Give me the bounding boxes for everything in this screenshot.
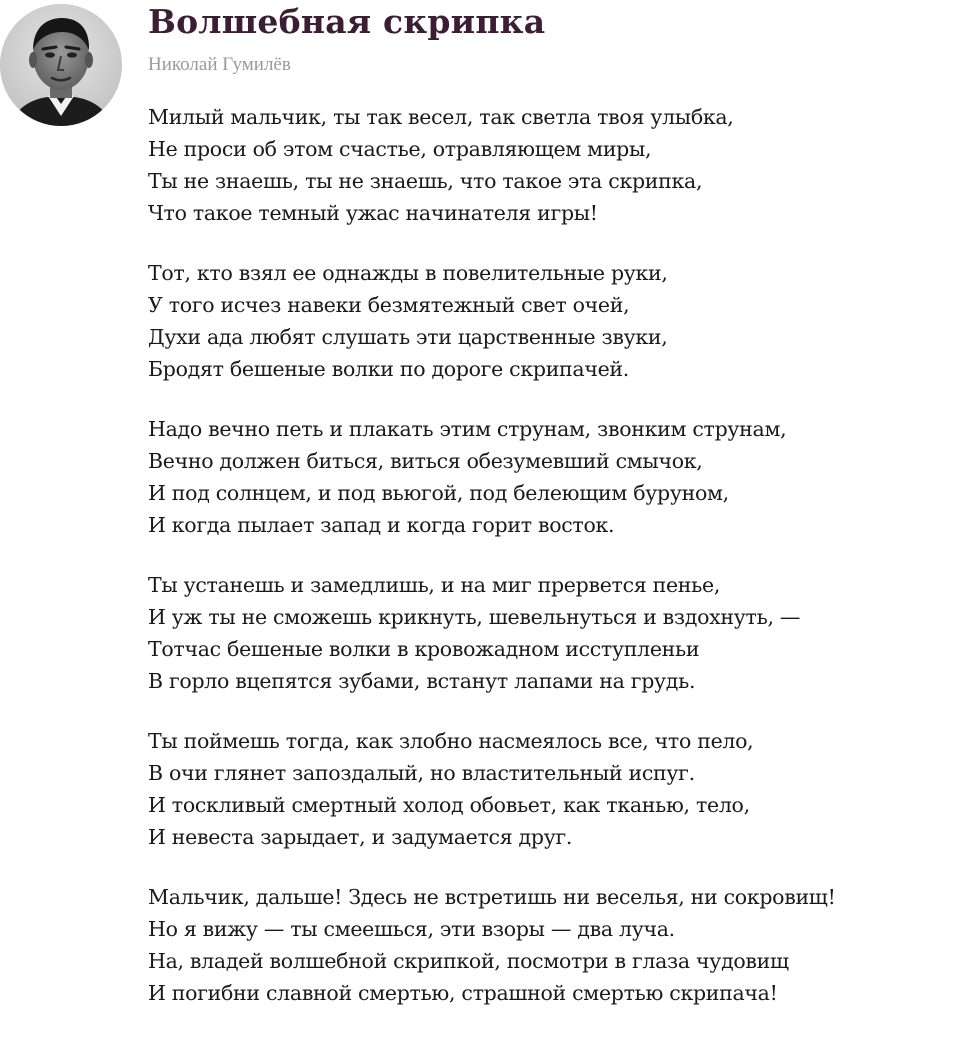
stanza	[148, 569, 970, 697]
author-portrait	[0, 4, 122, 126]
poem-line: Но я вижу — ты смеешься, эти взоры — два луча.	[148, 917, 675, 941]
stanza	[148, 257, 970, 385]
poem-line: Ты поймешь тогда, как злобно насмеялось все, что пело,	[148, 729, 754, 753]
poem-line: Тотчас бешеные волки в кровожадном исступленьи	[148, 637, 700, 661]
poem-line: Тот, кто взял ее однажды в повелительные руки,	[148, 261, 668, 285]
poem-line: И невеста зарыдает, и задумается друг.	[148, 825, 573, 849]
stanza	[148, 725, 970, 853]
poem-header	[148, 0, 545, 76]
poem-line: В горло вцепятся зубами, встанут лапами на грудь.	[148, 669, 696, 693]
poem-line: В очи глянет запоздалый, но властительный испуг.	[148, 761, 695, 785]
poem-line: Духи ада любят слушать эти царственные звуки,	[148, 325, 668, 349]
poem-line: И уж ты не сможешь крикнуть, шевельнуться и вздохнуть, —	[148, 605, 801, 629]
poem-line: И тоскливый смертный холод обовьет, как тканью, тело,	[148, 793, 750, 817]
stanza	[148, 881, 970, 1009]
poem-line: У того исчез навеки безмятежный свет очей,	[148, 293, 630, 317]
poem-line: Ты не знаешь, ты не знаешь, что такое эта скрипка,	[148, 169, 703, 193]
poem-line: Что такое темный ужас начинателя игры!	[148, 201, 598, 225]
poem-line: Бродят бешеные волки по дороге скрипачей.	[148, 357, 630, 381]
poem-line: И когда пылает запад и когда горит восток.	[148, 513, 615, 537]
poem-line: На, владей волшебной скрипкой, посмотри в глаза чудовищ	[148, 949, 789, 973]
poem-line: Надо вечно петь и плакать этим струнам, звонким струнам,	[148, 417, 787, 441]
author-name: Николай Гумилёв	[148, 54, 291, 75]
poem-line: Вечно должен биться, виться обезумевший смычок,	[148, 449, 703, 473]
poem-line: Мальчик, дальше! Здесь не встретишь ни веселья, ни сокровищ!	[148, 885, 836, 909]
poem-body	[148, 101, 970, 1037]
stanza	[148, 101, 970, 229]
poem-line: Милый мальчик, ты так весел, так светла твоя улыбка,	[148, 105, 734, 129]
poem-line: Ты устанешь и замедлишь, и на миг прервется пенье,	[148, 573, 721, 597]
stanza	[148, 413, 970, 541]
poem-title: Волшебная скрипка	[148, 2, 546, 41]
poem-line: Не проси об этом счастье, отравляющем миры,	[148, 137, 652, 161]
poem-line: И погибни славной смертью, страшной смертью скрипача!	[148, 981, 778, 1005]
poem-line: И под солнцем, и под вьюгой, под белеющим буруном,	[148, 481, 729, 505]
